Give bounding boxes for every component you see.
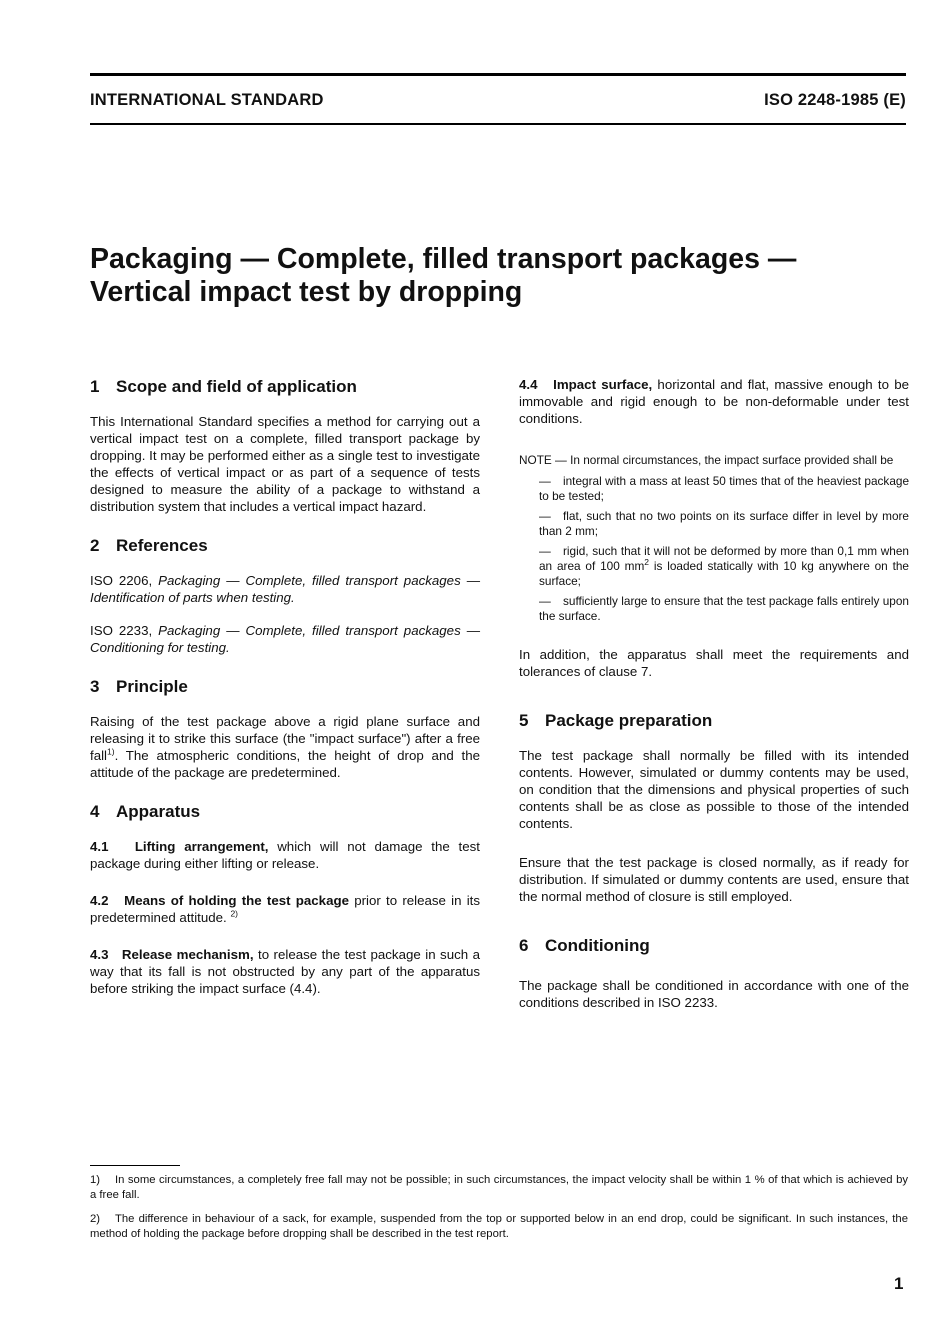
section-heading-package-preparation: 5 Package preparation	[519, 711, 713, 730]
principle-paragraph: Raising of the test package above a rigid plane surface and releasing it to strike this surface (the "impact surface") after a free fall$^{1)}$. The atmospheric conditions, the height of drop and the attitude of the package are predetermined.	[90, 714, 480, 780]
section-principle	[90, 676, 480, 781]
footnotes	[90, 1173, 908, 1251]
impact-surface-note	[519, 453, 909, 624]
footnote-ref-2: 2)	[230, 908, 239, 919]
note-item-rigid: — rigid, such that it will not be deformed by more than 0,1 mm when an area of 100 $mm^2$ is loaded statically with 10 kg anywhere on the surface;	[539, 544, 909, 588]
conditioning-paragraph: The package shall be conditioned in accordance with one of the conditions described in ISO 2233.	[519, 978, 909, 1010]
note-intro: NOTE — In normal circumstances, the impact surface provided shall be	[519, 453, 894, 467]
title-line-1: Packaging — Complete, filled transport packages —	[90, 243, 797, 275]
preparation-paragraph-1: The test package shall normally be filled with its intended contents. However, simulated or dummy contents may be used, on condition that the dimensions and physical properties of such contents shall be as close as possible to those of the intended contents.	[519, 748, 909, 831]
preparation-paragraph-2: Ensure that the test package is closed normally, as if ready for distribution. If simulated or dummy contents are used, ensure that the normal method of closure is still employed.	[519, 855, 909, 904]
left-column	[90, 376, 480, 1017]
note-item-flat: — flat, such that no two points on its surface differ in level by more than 2 mm;	[539, 509, 909, 538]
note-item-mass: — integral with a mass at least 50 times that of the heaviest package to be tested;	[539, 474, 909, 503]
clause-4-1: 4.1 Lifting arrangement, which will not damage the test package during either lifting or release.	[90, 839, 480, 871]
section-conditioning	[519, 935, 909, 1011]
apparatus-requirements-paragraph: In addition, the apparatus shall meet the requirements and tolerances of clause 7.	[519, 647, 909, 679]
footnote-2: 2) The difference in behaviour of a sack, for example, suspended from the top or supported below in an end drop, could be significant. In such instances, the method of holding the package before dropping shall be described in the test report.	[90, 1213, 908, 1240]
section-scope	[90, 376, 480, 515]
header-document-number: ISO 2248-1985 (E)	[764, 91, 906, 109]
section-heading-scope: 1 Scope and field of application	[90, 377, 357, 396]
header-bottom-rule	[90, 123, 906, 125]
reference-iso-2233: ISO 2233, Packaging — Complete, filled transport packages — Conditioning for testing.	[90, 623, 480, 655]
section-heading-references: 2 References	[90, 536, 208, 555]
footnote-1: 1) In some circumstances, a completely free fall may not be possible; in such circumstances, the impact velocity shall be within 1 % of that which is achieved by a free fall.	[90, 1174, 908, 1201]
right-column	[519, 376, 909, 1031]
footnote-ref-1: 1)	[107, 746, 115, 757]
footnote-separator	[90, 1165, 180, 1166]
clause-4-3: 4.3 Release mechanism, to release the test package in such a way that its fall is not obstructed by any part of the apparatus before striking the impact surface (4.4).	[90, 947, 481, 996]
reference-iso-2206: ISO 2206, Packaging — Complete, filled transport packages — Identification of parts when testing.	[90, 573, 480, 605]
scope-paragraph: This International Standard specifies a method for carrying out a vertical impact test on a complete, filled transport package by dropping. It may be performed either as a single test to investigate the effects of vertical impact or as part of a sequence of tests designed to measure the ability of a package to withstand a distribution system that includes a vertical impact hazard.	[90, 414, 480, 514]
note-list	[519, 474, 909, 624]
section-apparatus	[90, 801, 480, 997]
note-item-large: — sufficiently large to ensure that the test package falls entirely upon the surface.	[539, 594, 909, 623]
section-heading-apparatus: 4 Apparatus	[90, 802, 201, 821]
header-standard-label: INTERNATIONAL STANDARD	[90, 91, 324, 109]
clause-4-2: 4.2 Means of holding the test package prior to release in its predetermined attitude. $^{2)}$	[90, 893, 481, 925]
section-heading-principle: 3 Principle	[90, 677, 188, 696]
section-references	[90, 535, 480, 656]
section-package-preparation	[519, 710, 909, 905]
header-top-rule	[90, 73, 906, 76]
section-heading-conditioning: 6 Conditioning	[519, 936, 650, 955]
page-number: 1	[894, 1274, 904, 1293]
title-line-2: Vertical impact test by dropping	[90, 276, 523, 308]
clause-4-4: 4.4 Impact surface, horizontal and flat, massive enough to be immovable and rigid enough to be non-deformable under test conditions.	[519, 377, 909, 426]
document-title	[90, 243, 870, 309]
